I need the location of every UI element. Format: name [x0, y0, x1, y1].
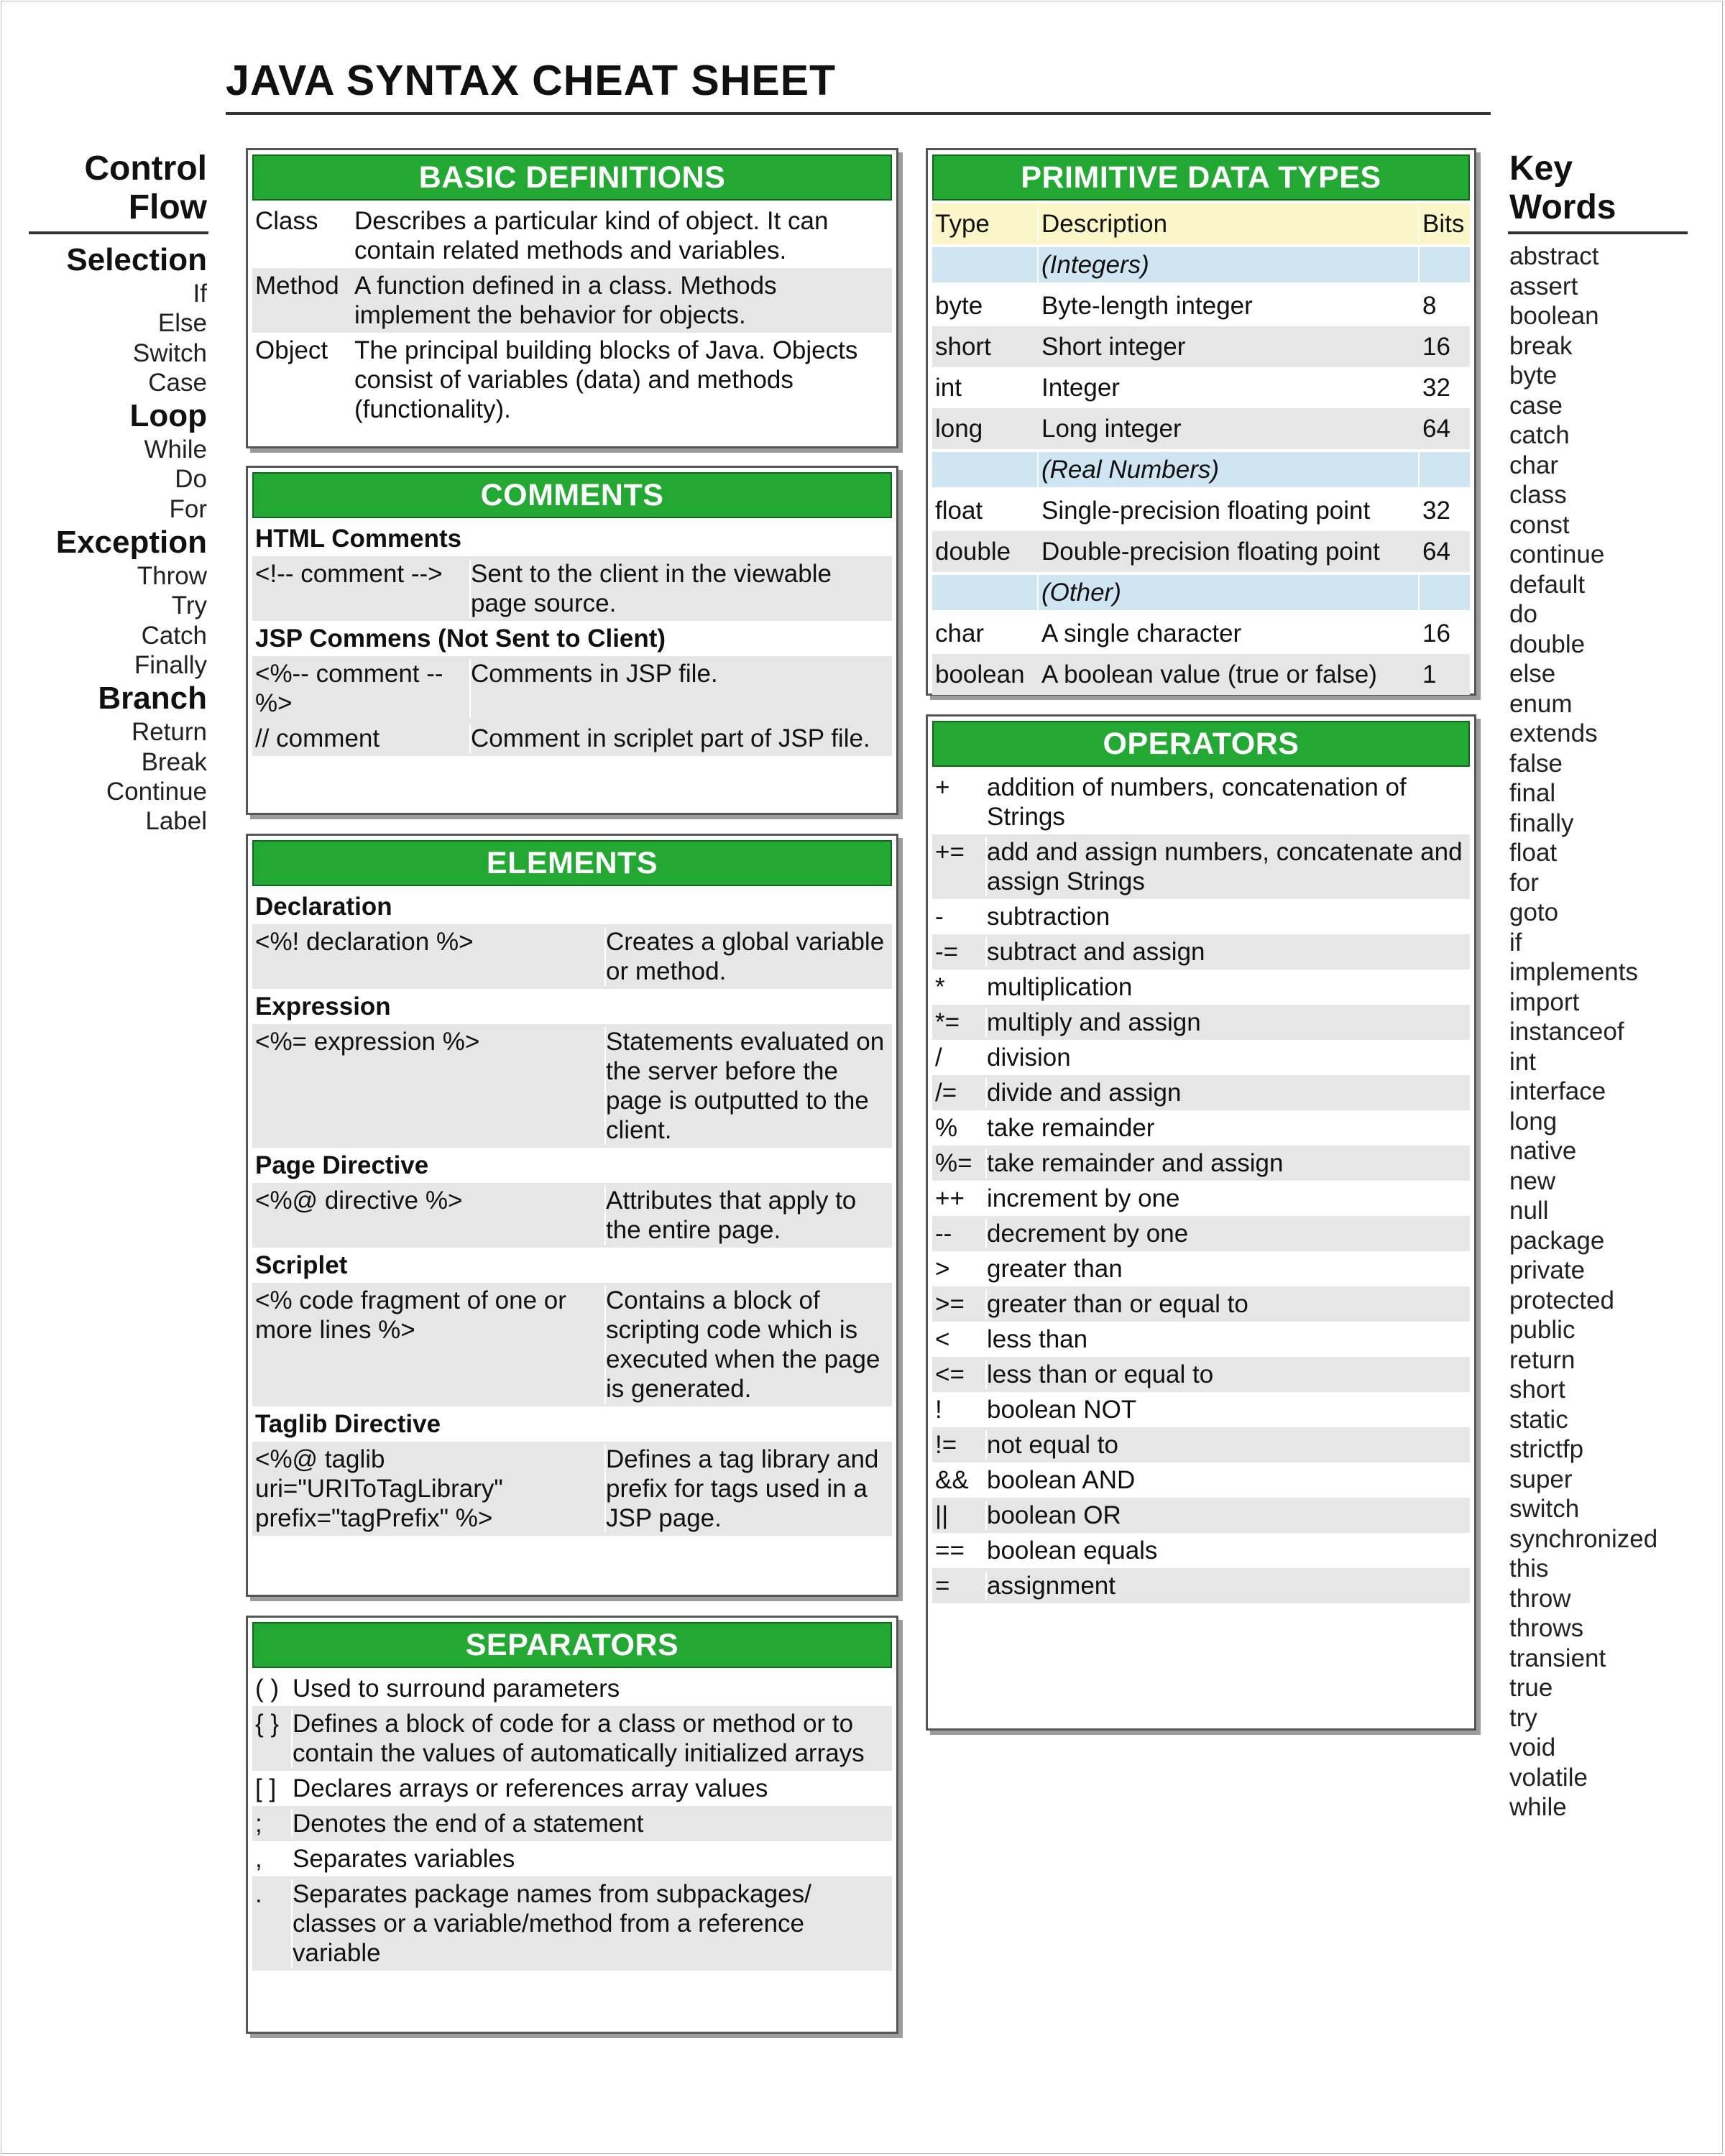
control-flow-item: Finally: [134, 650, 207, 679]
key-word-item: strictfp: [1509, 1435, 1584, 1463]
definition-description: The principal building blocks of Java. Objects consist of variables (data) and methods (functionality).: [354, 336, 858, 423]
primitive-type-row: [932, 367, 1470, 408]
operator-symbol: *=: [935, 1008, 987, 1037]
key-word-item: double: [1509, 630, 1586, 658]
operator-description: take remainder: [987, 1114, 1155, 1142]
title-rule: [226, 112, 1491, 115]
primitive-type-description: A single character: [1041, 619, 1242, 648]
elements-subheading: Expression: [255, 992, 391, 1021]
operator-row: [932, 1110, 1470, 1146]
separator-description: Declares arrays or references array values: [293, 1774, 768, 1802]
separator-symbol: { }: [255, 1709, 293, 1768]
operator-row: [932, 899, 1470, 934]
key-word-item: synchronized: [1509, 1524, 1658, 1553]
control-flow-item: Label: [145, 807, 207, 836]
operator-row: [932, 1498, 1470, 1533]
control-flow-group-title: Selection: [66, 242, 207, 277]
key-word-item: static: [1509, 1405, 1568, 1434]
primitive-type-bits: 16: [1422, 619, 1450, 648]
operator-row: [932, 1251, 1470, 1286]
key-word-item: while: [1509, 1793, 1567, 1821]
operator-symbol: *: [935, 972, 987, 1002]
element-syntax: <%! declaration %>: [255, 927, 606, 986]
element-description: Defines a tag library and prefix for tags used in a JSP page.: [606, 1445, 879, 1532]
elements-subheading: Taglib Directive: [255, 1410, 441, 1438]
key-word-item: instanceof: [1509, 1018, 1624, 1046]
primitive-type-bits: 8: [1422, 292, 1437, 320]
elements-section: [246, 834, 898, 1597]
control-flow-item: Case: [148, 368, 207, 397]
control-flow-group-title: Branch: [98, 681, 207, 717]
element-syntax: <%= expression %>: [255, 1027, 606, 1145]
primitive-type-row: [932, 326, 1470, 367]
element-row: [252, 1183, 892, 1248]
column-header-description: Description: [1039, 206, 1420, 241]
operator-row: [932, 1533, 1470, 1568]
key-word-item: void: [1509, 1733, 1556, 1761]
key-word-item: goto: [1509, 898, 1559, 926]
primitive-category-label: (Other): [1039, 575, 1420, 610]
primitive-type-bits: 16: [1422, 333, 1450, 361]
operator-row: [932, 1040, 1470, 1075]
primitive-category-spacer: [1420, 575, 1470, 610]
definition-row: [252, 268, 892, 333]
separator-description: Used to surround parameters: [293, 1674, 620, 1703]
key-words-rule: [1508, 231, 1688, 234]
operator-description: less than: [987, 1325, 1088, 1353]
page-title: JAVA SYNTAX CHEAT SHEET: [226, 57, 837, 104]
primitive-category-label: (Integers): [1039, 247, 1420, 282]
operator-description: boolean OR: [987, 1501, 1121, 1529]
separator-description: Separates variables: [293, 1845, 515, 1873]
key-word-item: public: [1509, 1316, 1576, 1344]
primitive-type-bits: 32: [1422, 497, 1450, 525]
comment-syntax: // comment: [255, 724, 471, 753]
operator-description: multiply and assign: [987, 1008, 1201, 1036]
key-word-item: return: [1509, 1345, 1576, 1374]
separator-row: [252, 1841, 892, 1876]
operator-symbol: >: [935, 1254, 987, 1284]
separator-symbol: [ ]: [255, 1774, 293, 1803]
key-word-item: this: [1509, 1554, 1549, 1583]
key-words-heading-line2: Words: [1509, 188, 1616, 226]
operator-description: assignment: [987, 1572, 1116, 1600]
primitive-type-bits: 1: [1422, 660, 1437, 688]
control-flow-item: Break: [141, 747, 207, 776]
control-flow-item: Switch: [132, 338, 207, 367]
primitive-type-description: A boolean value (true or false): [1041, 660, 1377, 688]
key-word-item: for: [1509, 868, 1539, 897]
operator-row: [932, 834, 1470, 899]
operator-row: [932, 1357, 1470, 1392]
element-description: Contains a block of scripting code which is executed when the page is generated.: [606, 1286, 880, 1403]
primitive-category-spacer: [1420, 452, 1470, 487]
operator-row: [932, 770, 1470, 834]
operator-description: division: [987, 1044, 1071, 1072]
key-word-item: implements: [1509, 958, 1638, 986]
comment-row: [252, 556, 892, 621]
operator-symbol: ==: [935, 1536, 987, 1565]
operator-description: subtract and assign: [987, 938, 1205, 966]
key-word-item: finally: [1509, 808, 1574, 837]
key-word-item: true: [1509, 1674, 1553, 1702]
primitive-type-bits: 64: [1422, 538, 1450, 566]
primitive-category-row: [932, 572, 1470, 613]
key-word-item: char: [1509, 451, 1559, 479]
separator-symbol: ,: [255, 1844, 293, 1874]
separators-header: SEPARATORS: [252, 1622, 892, 1668]
operators-header: OPERATORS: [932, 721, 1470, 767]
primitive-type-row: [932, 613, 1470, 654]
control-flow-item: Throw: [137, 562, 207, 591]
control-flow-heading: [0, 149, 207, 227]
key-word-item: default: [1509, 570, 1586, 599]
comment-row: [252, 656, 892, 721]
operator-description: increment by one: [987, 1184, 1180, 1212]
control-flow-item: For: [169, 494, 207, 523]
key-words-heading-line1: Key: [1509, 149, 1573, 188]
separator-symbol: ;: [255, 1809, 293, 1838]
primitive-type-row: [932, 285, 1470, 326]
operator-description: subtraction: [987, 903, 1110, 931]
operator-description: multiplication: [987, 973, 1133, 1001]
element-row: [252, 924, 892, 989]
key-word-item: null: [1509, 1197, 1549, 1225]
definition-term: Object: [255, 336, 328, 364]
primitive-type-description: Byte-length integer: [1041, 292, 1253, 320]
primitive-category-row: [932, 244, 1470, 285]
operator-symbol: /: [935, 1043, 987, 1072]
operator-row: [932, 1568, 1470, 1603]
key-word-item: case: [1509, 391, 1563, 420]
key-word-item: byte: [1509, 361, 1558, 390]
comments-section: [246, 466, 898, 815]
comment-description: Comment in scriplet part of JSP file.: [471, 724, 870, 752]
control-flow-rule: [29, 231, 208, 234]
key-word-item: boolean: [1509, 302, 1599, 330]
element-syntax: <%@ directive %>: [255, 1186, 606, 1245]
operator-symbol: &&: [935, 1465, 987, 1495]
primitive-type-row: [932, 654, 1470, 695]
operator-description: not equal to: [987, 1431, 1118, 1459]
comment-syntax: <%-- comment --%>: [255, 659, 471, 718]
key-word-item: if: [1509, 928, 1522, 957]
primitive-data-types-section: [926, 148, 1476, 696]
control-flow-group-title: Loop: [129, 398, 207, 434]
separator-row: [252, 1706, 892, 1771]
operator-description: addition of numbers, concatenation of Strings: [987, 773, 1407, 831]
separator-description: Defines a block of code for a class or method or to contain the values of automatically initialized arrays: [293, 1710, 865, 1767]
operator-row: [932, 1216, 1470, 1251]
operator-symbol: >=: [935, 1289, 987, 1319]
primitive-data-types-header: PRIMITIVE DATA TYPES: [932, 155, 1470, 201]
column-header-type: Type: [932, 206, 1039, 241]
key-word-item: continue: [1509, 540, 1605, 568]
key-words-heading: [1509, 149, 1616, 227]
primitive-type-name: byte: [935, 292, 983, 320]
operator-description: boolean AND: [987, 1466, 1136, 1494]
primitive-type-description: Long integer: [1041, 415, 1182, 443]
control-flow-item: Try: [171, 591, 207, 620]
operator-description: greater than or equal to: [987, 1290, 1248, 1318]
element-row: [252, 1024, 892, 1148]
operator-row: [932, 1075, 1470, 1110]
element-description: Creates a global variable or method.: [606, 928, 885, 985]
primitive-category-spacer: [932, 575, 1039, 610]
primitive-type-row: [932, 408, 1470, 449]
key-word-item: try: [1509, 1703, 1537, 1732]
operator-symbol: -=: [935, 937, 987, 967]
control-flow-list: [0, 241, 207, 836]
separator-row: [252, 1806, 892, 1841]
key-word-item: native: [1509, 1137, 1577, 1165]
comment-row: [252, 721, 892, 756]
key-word-item: super: [1509, 1465, 1573, 1493]
separator-row: [252, 1771, 892, 1806]
operator-symbol: =: [935, 1571, 987, 1600]
operator-row: [932, 1181, 1470, 1216]
control-flow-item: Continue: [106, 777, 207, 806]
key-word-item: enum: [1509, 689, 1573, 718]
operator-row: [932, 1427, 1470, 1462]
key-word-item: throws: [1509, 1614, 1584, 1642]
key-word-item: volatile: [1509, 1763, 1588, 1792]
column-header-bits: Bits: [1422, 210, 1465, 238]
operator-description: add and assign numbers, concatenate and assign Strings: [987, 838, 1463, 895]
basic-definitions-rows: [252, 203, 892, 427]
operator-symbol: /=: [935, 1078, 987, 1107]
primitive-type-description: Integer: [1041, 374, 1120, 402]
operator-symbol: %=: [935, 1148, 987, 1178]
separator-row: [252, 1671, 892, 1706]
element-syntax: <% code fragment of one or more lines %>: [255, 1286, 606, 1404]
primitive-table-rows: [932, 244, 1470, 695]
control-flow-item: While: [144, 436, 207, 464]
key-word-item: assert: [1509, 272, 1578, 300]
comment-syntax: <!-- comment -->: [255, 559, 471, 618]
key-word-item: int: [1509, 1047, 1536, 1076]
separators-rows: [252, 1671, 892, 1971]
comments-rows: [252, 521, 892, 756]
key-word-item: short: [1509, 1376, 1565, 1404]
comments-subheading: JSP Commens (Not Sent to Client): [255, 625, 666, 653]
separator-symbol: ( ): [255, 1674, 293, 1703]
separators-section: [246, 1616, 898, 2034]
key-word-item: long: [1509, 1107, 1558, 1135]
key-word-item: abstract: [1509, 242, 1599, 270]
operators-section: [926, 714, 1476, 1731]
operator-row: [932, 969, 1470, 1005]
key-word-item: interface: [1509, 1077, 1606, 1105]
key-word-item: do: [1509, 600, 1537, 628]
key-word-item: else: [1509, 660, 1556, 688]
primitive-type-description: Single-precision floating point: [1041, 497, 1371, 525]
control-flow-item: Do: [175, 465, 207, 494]
key-word-item: protected: [1509, 1286, 1614, 1314]
control-flow-item: If: [193, 280, 207, 308]
operator-symbol: <=: [935, 1360, 987, 1389]
primitive-type-bits: 64: [1422, 415, 1450, 443]
control-flow-item: Catch: [141, 621, 207, 650]
key-word-item: final: [1509, 779, 1556, 807]
definition-description: A function defined in a class. Methods implement the behavior for objects.: [354, 272, 777, 329]
key-word-item: throw: [1509, 1584, 1571, 1613]
control-flow-heading-line1: Control: [84, 149, 207, 188]
primitive-type-name: float: [935, 497, 983, 525]
key-word-item: break: [1509, 331, 1573, 360]
control-flow-item: Return: [131, 718, 207, 747]
element-description: Statements evaluated on the server before the page is outputted to the client.: [606, 1028, 885, 1144]
operator-row: [932, 1286, 1470, 1322]
separator-row: [252, 1876, 892, 1971]
operator-symbol: --: [935, 1219, 987, 1248]
primitive-category-row: [932, 449, 1470, 490]
key-word-item: import: [1509, 987, 1580, 1016]
comment-description: Sent to the client in the viewable page source.: [471, 560, 832, 617]
key-word-item: class: [1509, 481, 1567, 509]
operators-rows: [932, 770, 1470, 1603]
comment-description: Comments in JSP file.: [471, 660, 718, 688]
primitive-type-row: [932, 531, 1470, 572]
operator-symbol: %: [935, 1113, 987, 1143]
operator-description: take remainder and assign: [987, 1149, 1284, 1177]
basic-definitions-section: [246, 148, 898, 448]
separator-description: Denotes the end of a statement: [293, 1810, 644, 1838]
primitive-type-bits: 32: [1422, 374, 1450, 402]
element-description: Attributes that apply to the entire page.: [606, 1187, 857, 1244]
primitive-category-label: (Real Numbers): [1039, 452, 1420, 487]
definition-description: Describes a particular kind of object. It can contain related methods and variables.: [354, 207, 829, 264]
primitive-type-description: Short integer: [1041, 333, 1186, 361]
key-word-item: const: [1509, 510, 1570, 539]
primitive-type-name: int: [935, 374, 962, 402]
primitive-type-name: long: [935, 415, 983, 443]
definition-row: [252, 203, 892, 268]
operator-row: [932, 1146, 1470, 1181]
key-word-item: package: [1509, 1226, 1605, 1255]
key-word-item: catch: [1509, 421, 1570, 449]
key-word-item: transient: [1509, 1644, 1606, 1672]
basic-definitions-header: BASIC DEFINITIONS: [252, 155, 892, 201]
key-word-item: extends: [1509, 719, 1598, 747]
primitive-table-header-row: [932, 203, 1470, 244]
operator-symbol: !=: [935, 1430, 987, 1460]
definition-row: [252, 333, 892, 427]
operator-row: [932, 1322, 1470, 1357]
primitive-type-row: [932, 490, 1470, 531]
element-row: [252, 1283, 892, 1406]
primitive-type-name: char: [935, 619, 985, 648]
definition-term: Method: [255, 272, 339, 300]
operator-row: [932, 1005, 1470, 1040]
primitive-type-name: double: [935, 538, 1011, 566]
element-row: [252, 1442, 892, 1536]
elements-subheading: Page Directive: [255, 1151, 429, 1179]
operator-description: boolean NOT: [987, 1396, 1137, 1424]
operator-symbol: !: [935, 1395, 987, 1424]
operator-symbol: ++: [935, 1184, 987, 1213]
primitive-type-name: short: [935, 333, 991, 361]
key-word-item: new: [1509, 1166, 1556, 1195]
operator-symbol: ||: [935, 1501, 987, 1530]
element-syntax: <%@ taglib uri="URIToTagLibrary" prefix="tagPrefix" %>: [255, 1445, 606, 1533]
operator-symbol: +: [935, 773, 987, 831]
primitive-type-name: boolean: [935, 660, 1025, 688]
operator-description: boolean equals: [987, 1537, 1158, 1565]
operator-symbol: -: [935, 902, 987, 931]
key-word-item: false: [1509, 749, 1563, 778]
operator-symbol: +=: [935, 837, 987, 896]
primitive-category-spacer: [932, 247, 1039, 282]
separator-symbol: .: [255, 1879, 293, 1968]
comments-header: COMMENTS: [252, 472, 892, 518]
operator-row: [932, 1392, 1470, 1427]
primitive-type-description: Double-precision floating point: [1041, 538, 1380, 566]
control-flow-group-title: Exception: [55, 525, 207, 561]
operator-description: divide and assign: [987, 1079, 1182, 1107]
separator-description: Separates package names from subpackages/ classes or a variable/method from a reference variable: [293, 1880, 811, 1967]
elements-subheading: Declaration: [255, 893, 392, 921]
operator-symbol: <: [935, 1325, 987, 1354]
primitive-category-spacer: [932, 452, 1039, 487]
control-flow-heading-line2: Flow: [128, 188, 207, 226]
definition-term: Class: [255, 207, 318, 235]
operator-description: greater than: [987, 1255, 1123, 1283]
elements-rows: [252, 889, 892, 1536]
comments-subheading: HTML Comments: [255, 525, 462, 553]
elements-header: ELEMENTS: [252, 840, 892, 886]
key-word-item: private: [1509, 1256, 1586, 1284]
primitive-category-spacer: [1420, 247, 1470, 282]
key-word-item: switch: [1509, 1495, 1580, 1523]
operator-row: [932, 1462, 1470, 1498]
operator-row: [932, 934, 1470, 969]
operator-description: decrement by one: [987, 1220, 1189, 1248]
elements-subheading: Scriplet: [255, 1251, 348, 1279]
operator-description: less than or equal to: [987, 1360, 1214, 1388]
key-word-item: float: [1509, 839, 1558, 867]
key-words-list: [1509, 241, 1657, 1823]
control-flow-item: Else: [157, 309, 207, 338]
